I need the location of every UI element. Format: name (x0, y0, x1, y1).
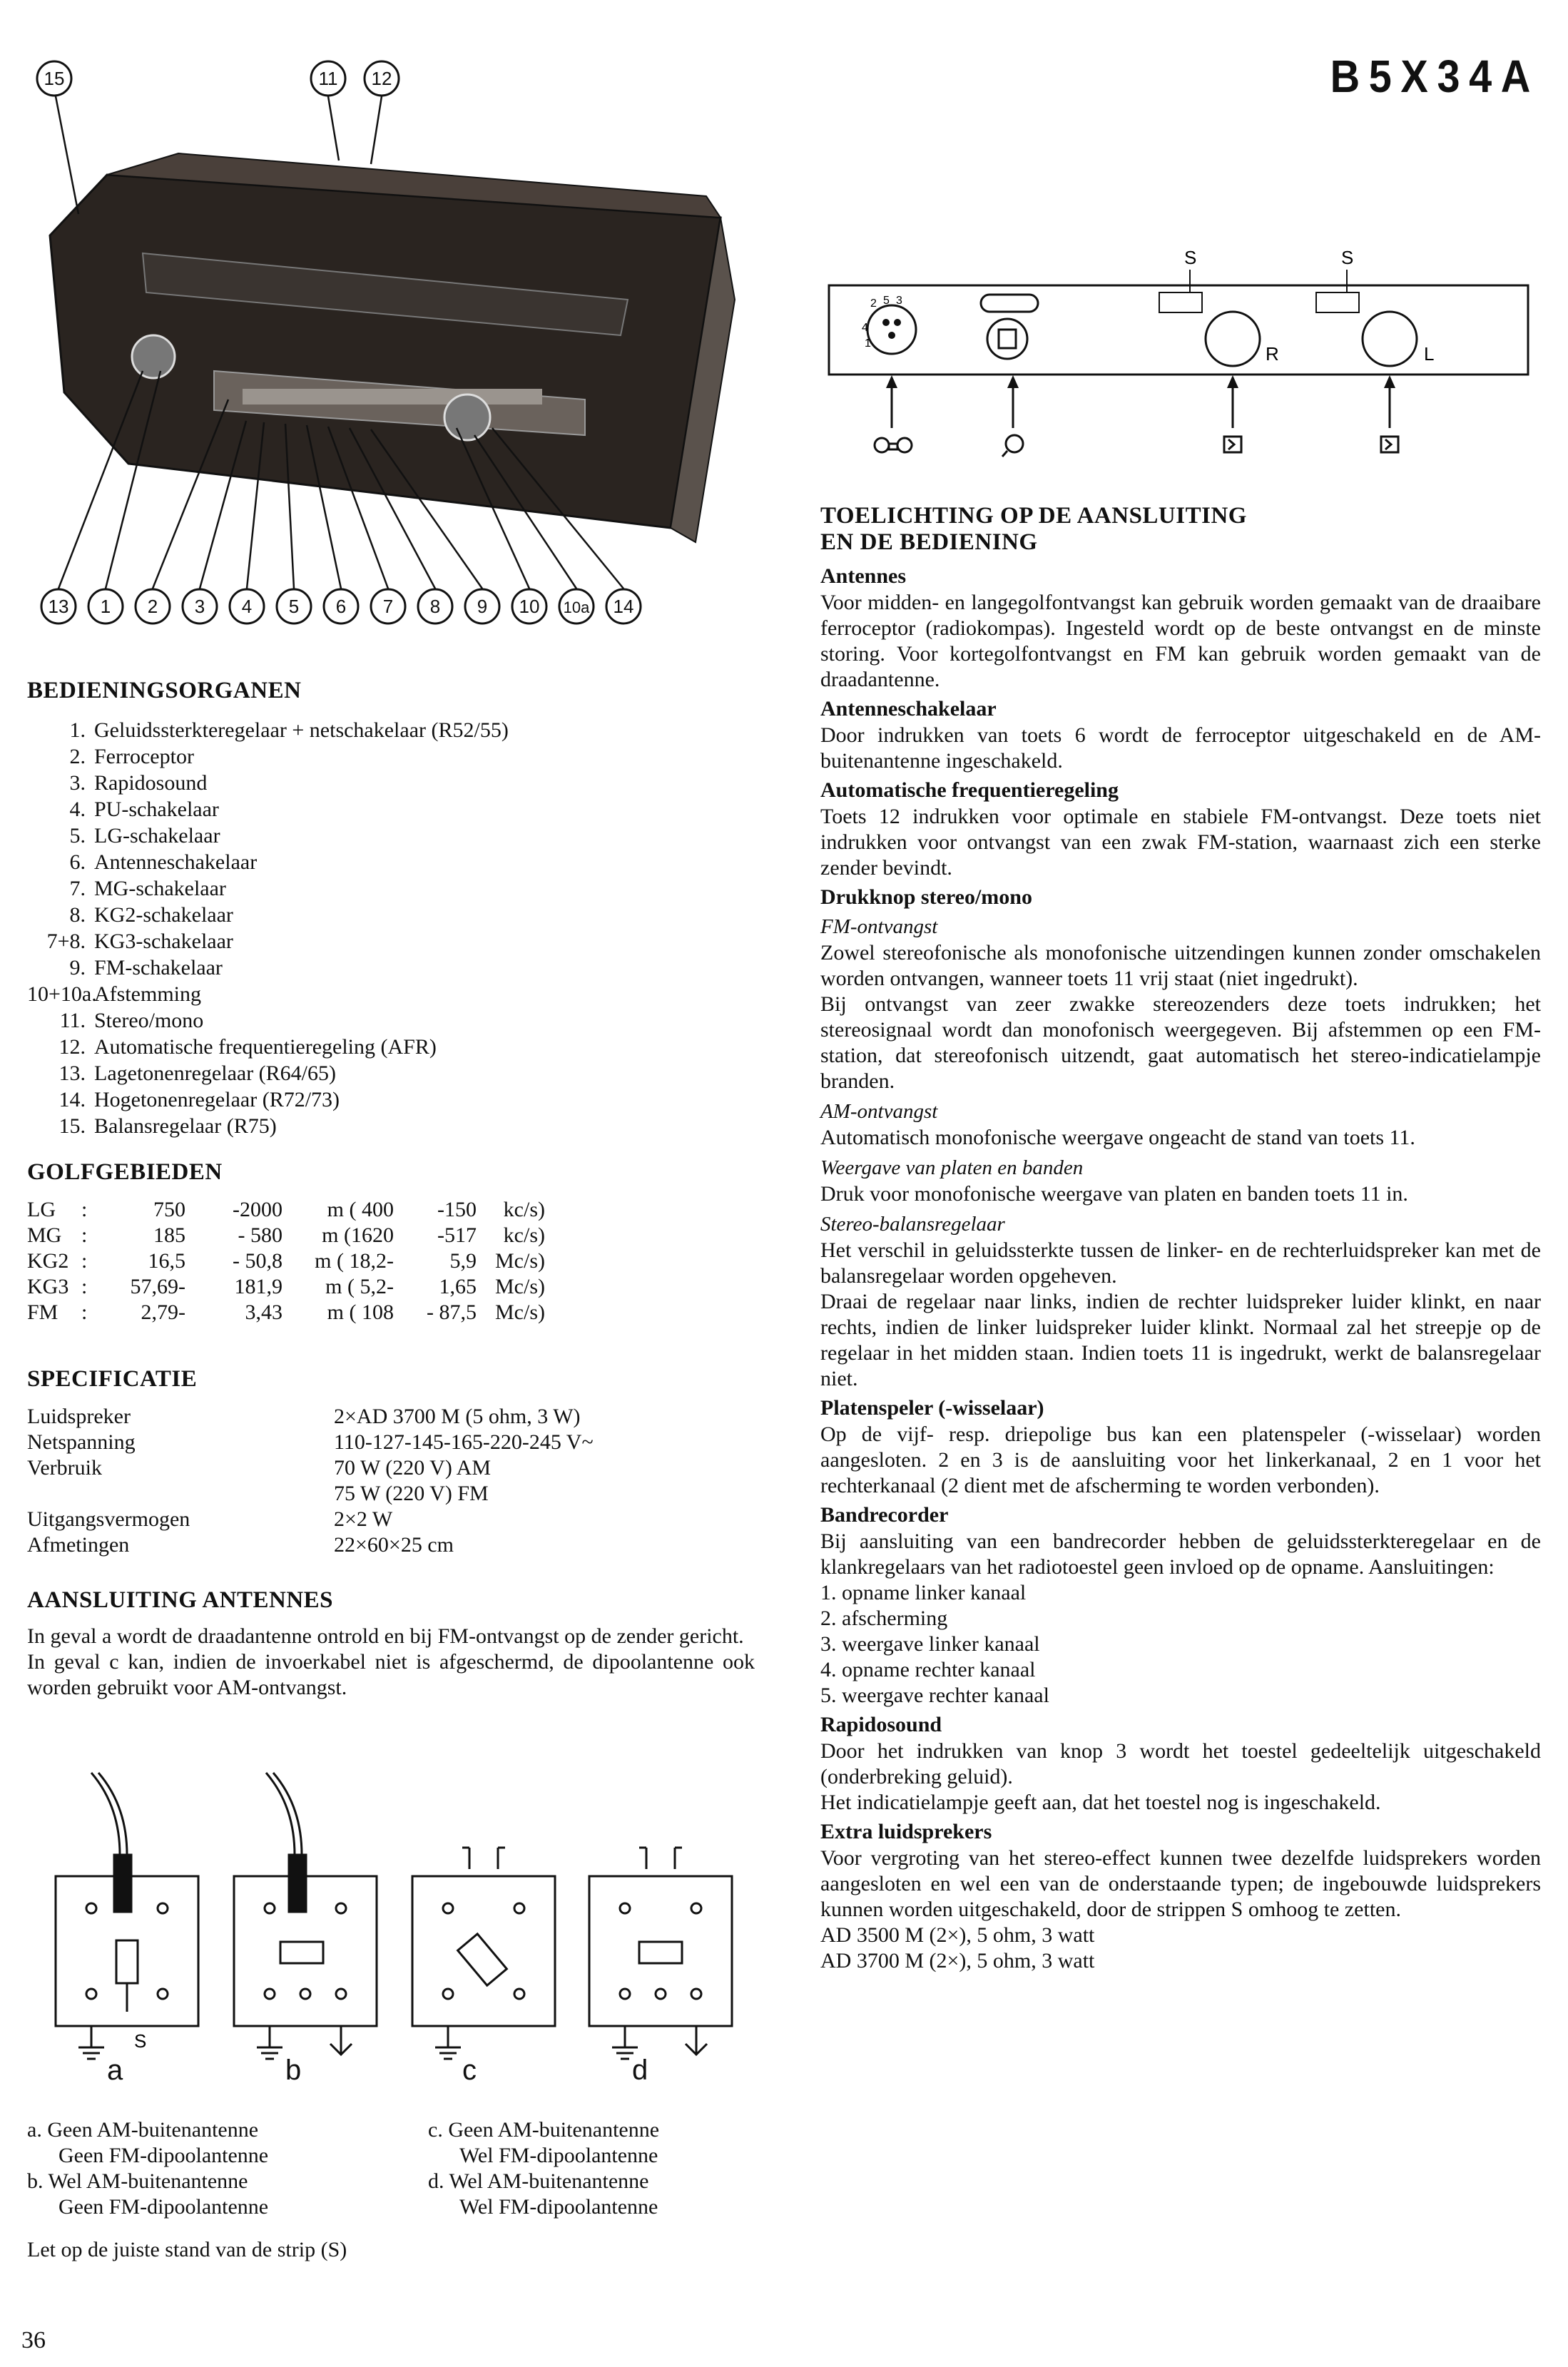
band-cell: m ( 400 (327, 1198, 394, 1221)
controls-section (27, 678, 755, 1139)
spec-value: 70 W (220 V) AM (334, 1456, 492, 1480)
ground-icon (78, 2047, 638, 2059)
spec-value: 2×AD 3700 M (5 ohm, 3 W) (334, 1405, 581, 1428)
control-label: Automatische frequentieregeling (AFR) (94, 1035, 437, 1059)
spec-row (27, 1507, 594, 1532)
spec-row (27, 1532, 594, 1558)
band-cell: : (81, 1300, 88, 1324)
band-cell: 3,43 (245, 1300, 282, 1324)
band-cell: Mc/s) (495, 1300, 545, 1324)
antenna-diagrams (27, 1762, 755, 2090)
control-number: 12. (58, 1035, 86, 1059)
control-label: FM-schakelaar (94, 956, 223, 979)
spec-value: 110-127-145-165-220-245 V~ (334, 1430, 594, 1454)
control-label: LG-schakelaar (94, 824, 220, 847)
s-label: S (1184, 247, 1197, 268)
section-heading: Drukknop stereo/mono (820, 885, 1032, 909)
band-cell: -2000 (233, 1198, 282, 1221)
control-number: 11. (59, 1009, 86, 1032)
radio-figure (0, 0, 756, 642)
speaker-icon (1381, 437, 1398, 452)
pin-label: 4 (862, 322, 868, 334)
control-label: KG3-schakelaar (94, 930, 233, 953)
control-item (27, 796, 755, 823)
control-label: MG-schakelaar (94, 877, 226, 900)
control-number: 14. (58, 1088, 86, 1111)
control-item (27, 955, 755, 981)
bands-section (27, 1159, 755, 1325)
spec-table (27, 1404, 594, 1558)
band-cell: 750 (153, 1198, 185, 1221)
band-cell: - 50,8 (233, 1249, 282, 1273)
pin-label: 2 (870, 297, 877, 310)
antenna-text-2: In geval c kan, indien de invoerkabel niet is afgeschermd, de dipoolantenne ook worden gebruikt voor AM-ontvangst. (27, 1650, 755, 1699)
band-cell: : (81, 1275, 88, 1298)
subheading: Weergave van platen en banden (820, 1156, 1084, 1179)
control-item (27, 1034, 755, 1060)
control-number: 2. (69, 745, 86, 768)
controls-list (27, 717, 755, 1139)
paragraph: Automatisch monofonische weergave ongeacht de stand van toets 11. (820, 1126, 1415, 1149)
band-cell: - 87,5 (427, 1300, 477, 1324)
spec-value: 2×2 W (334, 1507, 393, 1531)
diagram-label-b: b (285, 2055, 302, 2086)
paragraph: Zowel stereofonische als monofonische uitzendingen kunnen zonder omschakelen worden ontvangen, wanneer toets 11 vrij staat (niet ingedrukt). (820, 941, 1541, 990)
band-cell: 57,69- (130, 1275, 185, 1298)
section-heading: Automatische frequentieregeling (820, 778, 1119, 802)
band-row (27, 1248, 549, 1274)
legend-c: c. Geen AM-buitenantenne Wel FM-dipoolantenne (428, 2118, 660, 2167)
control-item (27, 743, 755, 770)
band-cell: - 580 (238, 1223, 282, 1247)
control-label: PU-schakelaar (94, 798, 219, 821)
speaker-icon (1224, 437, 1241, 452)
list-item: AD 3500 M (2×), 5 ohm, 3 watt (820, 1923, 1095, 1947)
band-cell: KG3 (27, 1275, 69, 1298)
bands-heading: GOLFGEBIEDEN (27, 1159, 223, 1185)
list-item: AD 3700 M (2×), 5 ohm, 3 watt (820, 1949, 1095, 1972)
paragraph: Druk voor monofonische weergave van platen en banden toets 11 in. (820, 1182, 1408, 1206)
channel-label-r: R (1266, 343, 1279, 365)
band-cell: LG (27, 1198, 56, 1221)
callout-bottom: 10a (563, 599, 590, 616)
control-item (27, 1113, 755, 1139)
spec-value: 22×60×25 cm (334, 1533, 454, 1557)
paragraph: Het indicatielampje geeft aan, dat het toestel nog is ingeschakeld. (820, 1791, 1381, 1814)
channel-label-l: L (1424, 343, 1435, 365)
band-row (27, 1300, 549, 1325)
explanation-section (820, 503, 1541, 1974)
paragraph: Voor midden- en langegolfontvangst kan gebruik worden gemaakt van de draaibare ferroceptor (radiokompas). Ingesteld wordt op de beste ontvangst en de minste storing. Voor kortegolfontvangst en FM kan gebruik worden gemaakt van de draadantenne. (820, 591, 1541, 691)
spec-row (27, 1430, 594, 1455)
s-label: S (1341, 247, 1354, 268)
subheading: FM-ontvangst (820, 915, 938, 938)
band-cell: : (81, 1249, 88, 1273)
band-cell: Mc/s) (495, 1275, 545, 1298)
control-number: 13. (58, 1062, 86, 1085)
callout-bottom: 3 (194, 596, 205, 617)
control-item (27, 717, 755, 743)
pin-label: 3 (896, 295, 902, 307)
tape-recorder-icon (875, 438, 912, 452)
page-number: 36 (21, 2327, 46, 2353)
callout-top-1: 15 (44, 68, 65, 89)
bands-table (27, 1197, 549, 1325)
explanation-title-2: EN DE BEDIENING (820, 529, 1038, 555)
section-heading: Antenneschakelaar (820, 697, 997, 721)
control-number: 5. (69, 824, 86, 847)
control-label: Afstemming (94, 982, 201, 1006)
paragraph: Op de vijf- resp. driepolige bus kan een platenspeler (-wisselaar) worden aangesloten. 2 en 3 is de aansluiting voor het linkerkanaal, 2 en 1 voor het rechterkanaal (2 dient met de afscherming te worden verbonden). (820, 1422, 1541, 1497)
control-label: Balansregelaar (R75) (94, 1114, 277, 1138)
spec-row (27, 1404, 594, 1430)
callout-bottom: 8 (429, 596, 441, 617)
band-cell: m ( 18,2- (315, 1249, 394, 1273)
control-number: 9. (69, 956, 86, 979)
control-item (27, 849, 755, 875)
diagram-label-d: d (632, 2055, 648, 2086)
spec-row (27, 1455, 594, 1481)
band-cell: FM (27, 1300, 58, 1324)
list-item: 4. opname rechter kanaal (820, 1658, 1036, 1681)
control-label: Ferroceptor (94, 745, 194, 768)
spec-label: Afmetingen (27, 1533, 130, 1557)
spec-heading: SPECIFICATIE (27, 1366, 198, 1392)
band-row (27, 1223, 549, 1248)
control-item (27, 823, 755, 849)
control-label: Rapidosound (94, 771, 208, 795)
subheading: AM-ontvangst (820, 1100, 938, 1123)
explanation-title-1: TOELICHTING OP DE AANSLUITING (820, 503, 1247, 529)
paragraph: Het verschil in geluidssterkte tussen de linker- en de rechterluidspreker kan met de balansregelaar worden opgeheven. (820, 1238, 1541, 1288)
paragraph: Door het indrukken van knop 3 wordt het toestel gedeeltelijk uitgeschakeld (onderbreking geluid). (820, 1739, 1541, 1788)
paragraph: Voor vergroting van het stereo-effect kunnen twee dezelfde luidsprekers worden aangesloten en wel een van de onderstaande typen; de ingebouwde luidsprekers kunnen worden uitgeschakeld, door de strippen S omhoog te zetten. (820, 1846, 1541, 1921)
callout-bottom: 7 (382, 596, 394, 617)
callout-bottom: 6 (335, 596, 347, 617)
control-item (27, 875, 755, 902)
section-heading: Antennes (820, 564, 907, 588)
spec-value: 75 W (220 V) FM (334, 1482, 489, 1505)
band-row (27, 1197, 549, 1223)
band-cell: : (81, 1198, 88, 1221)
spec-label (27, 1481, 334, 1507)
callout-top-3: 12 (371, 68, 392, 89)
control-number: 7+8. (46, 930, 86, 953)
legend-a: a. Geen AM-buitenantenne Geen FM-dipoolantenne (27, 2118, 269, 2167)
control-number: 7. (69, 877, 86, 900)
diagram-label-a: a (107, 2055, 123, 2086)
spec-section (27, 1366, 755, 1558)
callout-bottom: 14 (613, 596, 634, 617)
band-cell: kc/s) (503, 1223, 545, 1247)
callout-bottom: 4 (241, 596, 253, 617)
callout-bottom: 9 (477, 596, 488, 617)
control-item (27, 902, 755, 928)
spec-label: Verbruik (27, 1456, 102, 1480)
list-item: 5. weergave rechter kanaal (820, 1684, 1049, 1707)
section-heading: Bandrecorder (820, 1503, 949, 1527)
spec-label: Luidspreker (27, 1405, 131, 1428)
control-item (27, 981, 755, 1007)
control-item (27, 1086, 755, 1113)
footer-note: Let op de juiste stand van de strip (S) (27, 2238, 347, 2261)
band-cell: m ( 108 (327, 1300, 394, 1324)
paragraph: Draai de regelaar naar links, indien de rechter luidspreker luider klinkt, en naar rechts, indien de linker luidspreker luider klinkt. Normaal zal het streepje op de regelaar in het midden staan. Indien toets 11 is ingedrukt, werkt de balansregelaar niet. (820, 1290, 1541, 1390)
section-heading: Rapidosound (820, 1713, 942, 1736)
legend-d: d. Wel AM-buitenantenne Wel FM-dipoolantenne (428, 2169, 658, 2219)
list-item: 3. weergave linker kanaal (820, 1632, 1040, 1656)
band-cell: 181,9 (234, 1275, 282, 1298)
control-number: 1. (69, 718, 86, 742)
antenna-text: In geval a wordt de draadantenne ontrold en bij FM-ontvangst op de zender gericht. (27, 1624, 744, 1648)
control-label: Hogetonenregelaar (R72/73) (94, 1088, 340, 1111)
record-player-icon (1002, 435, 1023, 457)
band-cell: 185 (153, 1223, 185, 1247)
list-item: 1. opname linker kanaal (820, 1581, 1027, 1604)
band-cell: 2,79- (141, 1300, 185, 1324)
section-heading: Platenspeler (-wisselaar) (820, 1396, 1044, 1420)
band-cell: 16,5 (148, 1249, 185, 1273)
control-item (27, 1007, 755, 1034)
control-number: 6. (69, 850, 86, 874)
control-item (27, 770, 755, 796)
callout-bottom: 2 (147, 596, 158, 617)
list-item: 2. afscherming (820, 1607, 948, 1630)
band-cell: m ( 5,2- (325, 1275, 394, 1298)
model-number: B5X34A (1330, 51, 1539, 102)
diagram-label-c: c (462, 2055, 477, 2086)
band-cell: 5,9 (449, 1249, 477, 1273)
band-cell: KG2 (27, 1249, 69, 1273)
controls-heading: BEDIENINGSORGANEN (27, 678, 302, 703)
band-cell: -517 (437, 1223, 477, 1247)
spec-row (27, 1481, 594, 1507)
paragraph: Bij ontvangst van zeer zwakke stereozenders deze toets indrukken; het stereosignaal wordt dan monofonisch weergegeven. Bij afstemmen op een FM-station, dat stereofonisch uitzendt, gaat automatisch het stereo-indicatielampje branden. (820, 992, 1541, 1093)
antenna-heading: AANSLUITING ANTENNES (27, 1587, 334, 1613)
paragraph: Bij aansluiting van een bandrecorder hebben de geluidssterkteregelaar en de klankregelaars van het radiotoestel geen invloed op de opname. Aansluitingen: (820, 1529, 1541, 1579)
callout-top-2: 11 (318, 68, 338, 89)
callout-bottom: 10 (519, 596, 540, 617)
strip-s-label: S (134, 2030, 147, 2052)
band-cell: -150 (437, 1198, 477, 1221)
band-cell: 1,65 (439, 1275, 477, 1298)
subheading: Stereo-balansregelaar (820, 1213, 1005, 1236)
control-label: Geluidssterkteregelaar + netschakelaar (R52/55) (94, 718, 509, 742)
paragraph: Door indrukken van toets 6 wordt de ferroceptor uitgeschakeld en de AM-buitenantenne ingeschakeld. (820, 723, 1541, 773)
control-number: 3. (69, 771, 86, 795)
control-item (27, 928, 755, 955)
control-number: 8. (69, 903, 86, 927)
band-row (27, 1274, 549, 1300)
band-cell: MG (27, 1223, 62, 1247)
section-heading: Extra luidsprekers (820, 1820, 992, 1843)
spec-label: Netspanning (27, 1430, 136, 1454)
control-label: Antenneschakelaar (94, 850, 258, 874)
pin-label: 5 (883, 295, 890, 307)
control-number: 10+10a. (27, 982, 97, 1006)
connector-panel (820, 243, 1541, 464)
callout-bottom: 13 (48, 596, 69, 617)
pin-label: 1 (865, 337, 871, 350)
band-cell: kc/s) (503, 1198, 545, 1221)
control-item (27, 1060, 755, 1086)
paragraph: Toets 12 indrukken voor optimale en stabiele FM-ontvangst. Deze toets niet indrukken voor ontvangst van een zwak FM-station, waarnaast zich een sterke zender bevindt. (820, 805, 1541, 880)
legend-b: b. Wel AM-buitenantenne Geen FM-dipoolantenne (27, 2169, 269, 2219)
band-cell: Mc/s) (495, 1249, 545, 1273)
control-label: Stereo/mono (94, 1009, 204, 1032)
antenna-section (27, 1587, 755, 1701)
spec-label: Uitgangsvermogen (27, 1507, 190, 1531)
control-number: 4. (69, 798, 86, 821)
band-cell: m (1620 (322, 1223, 394, 1247)
control-number: 15. (58, 1114, 86, 1138)
callout-bottom: 1 (100, 596, 111, 617)
control-label: KG2-schakelaar (94, 903, 233, 927)
band-cell: : (81, 1223, 88, 1247)
callout-bottom: 5 (288, 596, 300, 617)
control-label: Lagetonenregelaar (R64/65) (94, 1062, 337, 1085)
